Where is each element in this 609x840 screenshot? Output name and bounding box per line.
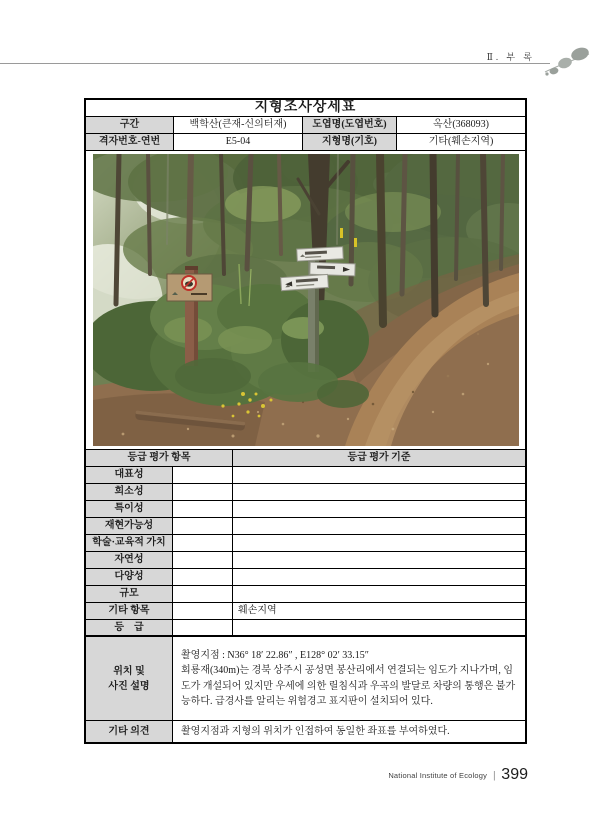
grade-row-other-items bbox=[86, 603, 525, 620]
grade-row-academic-value bbox=[86, 535, 525, 552]
grade-row-label: 희소성 bbox=[86, 484, 173, 500]
grade-row-label: 기타 항목 bbox=[86, 603, 173, 619]
grade-criteria-cell bbox=[233, 620, 525, 635]
grade-row-rarity bbox=[86, 484, 525, 501]
grade-header-row bbox=[86, 450, 525, 467]
leaf-decoration-icon bbox=[543, 46, 593, 78]
shoot-point-coordinates: 촬영지점 : N36° 18′ 22.86″ , E128° 02′ 33.15″ bbox=[181, 649, 369, 661]
forest-photo bbox=[93, 154, 519, 446]
grade-value-cell bbox=[173, 518, 233, 534]
direction-sign-plate-3 bbox=[280, 274, 328, 290]
grade-row-scale bbox=[86, 586, 525, 603]
grade-criteria-cell bbox=[233, 501, 525, 517]
grade-row-label: 학술·교육적 가치 bbox=[86, 535, 173, 551]
grade-value-cell bbox=[173, 467, 233, 483]
grade-value-cell bbox=[173, 535, 233, 551]
grade-row-uniqueness bbox=[86, 501, 525, 518]
publisher-name: National Institute of Ecology bbox=[388, 770, 488, 780]
grade-criteria-header: 등급 평가 기준 bbox=[233, 450, 525, 466]
no-entry-icon bbox=[182, 276, 196, 290]
grade-row-label: 대표성 bbox=[86, 467, 173, 483]
photo-cell bbox=[86, 151, 525, 449]
warning-sign-plate bbox=[167, 274, 212, 301]
grade-value-cell bbox=[173, 501, 233, 517]
label-section: 구간 bbox=[86, 117, 174, 133]
opinion-label: 기타 의견 bbox=[86, 721, 173, 742]
grade-value-cell bbox=[173, 569, 233, 585]
survey-detail-table bbox=[84, 98, 527, 744]
grade-row-label: 다양성 bbox=[86, 569, 173, 585]
grade-value-cell bbox=[173, 620, 233, 635]
grade-criteria-cell bbox=[233, 467, 525, 483]
value-landform-name: 기타(훼손지역) bbox=[428, 136, 494, 147]
value-map-sheet: 옥산(368093) bbox=[433, 119, 489, 130]
direction-sign-plate-1 bbox=[296, 247, 343, 261]
grade-criteria-cell bbox=[233, 586, 525, 602]
location-label-line2: 사진 설명 bbox=[108, 680, 150, 692]
info-row-section bbox=[86, 117, 525, 134]
grade-value-cell bbox=[173, 484, 233, 500]
grade-criteria-cell bbox=[233, 569, 525, 585]
grade-row-label: 규모 bbox=[86, 586, 173, 602]
page-footer bbox=[380, 766, 528, 784]
location-description-text: 회룡재(340m)는 경북 상주시 공성면 봉산리에서 연결되는 임도가 지나가며, 임도가 개설되어 있지만 우세에 의한 릴침식과 우곡의 발달로 차량의 통행은 불가능하다. 급경사를 알리는 위험경고 표지판이 설치되어 있다. bbox=[181, 665, 516, 707]
table-title-row bbox=[86, 100, 525, 117]
grade-criteria-cell bbox=[233, 552, 525, 568]
table-title: 지형조사상세표 bbox=[254, 100, 357, 115]
header-divider bbox=[0, 63, 550, 64]
label-map-sheet: 도엽명(도엽번호) bbox=[303, 117, 397, 133]
photo-row bbox=[86, 151, 525, 450]
direction-sign-plate-2 bbox=[309, 262, 354, 276]
footer-separator: | bbox=[493, 769, 496, 781]
grade-criteria-cell: 훼손지역 bbox=[238, 605, 277, 616]
grade-row-reproducibility bbox=[86, 518, 525, 535]
grade-row-label: 특이성 bbox=[86, 501, 173, 517]
grade-row-representativeness bbox=[86, 467, 525, 484]
opinion-row bbox=[86, 721, 525, 742]
grade-criteria-cell bbox=[233, 535, 525, 551]
grade-value-cell bbox=[173, 603, 233, 619]
grade-value-cell bbox=[173, 552, 233, 568]
location-label-line1: 위치 및 bbox=[113, 665, 145, 677]
grade-row-naturalness bbox=[86, 552, 525, 569]
grade-value-cell bbox=[173, 586, 233, 602]
section-label: Ⅱ. 부 록 bbox=[486, 52, 535, 62]
grade-row-final-grade bbox=[86, 620, 525, 637]
grade-row-label: 재현가능성 bbox=[86, 518, 173, 534]
location-label bbox=[86, 637, 173, 720]
opinion-text: 촬영지점과 지형의 위치가 인접하여 동일한 좌표를 부여하였다. bbox=[181, 725, 450, 737]
location-body bbox=[173, 637, 525, 720]
value-grid-number: E5-04 bbox=[174, 134, 303, 150]
label-grid-number: 격자번호-연번 bbox=[86, 134, 174, 150]
page-number: 399 bbox=[501, 766, 528, 783]
grade-row-diversity bbox=[86, 569, 525, 586]
grade-criteria-cell bbox=[233, 484, 525, 500]
label-landform-name: 지형명(기호) bbox=[303, 134, 397, 150]
info-row-grid bbox=[86, 134, 525, 151]
grade-row-label: 등 급 bbox=[86, 620, 173, 635]
grade-row-label: 자연성 bbox=[86, 552, 173, 568]
grade-items-header: 등급 평가 항목 bbox=[86, 450, 233, 466]
location-description-row bbox=[86, 637, 525, 721]
value-section: 백학산(큰재-신의터재) bbox=[174, 117, 303, 133]
grade-criteria-cell bbox=[233, 518, 525, 534]
